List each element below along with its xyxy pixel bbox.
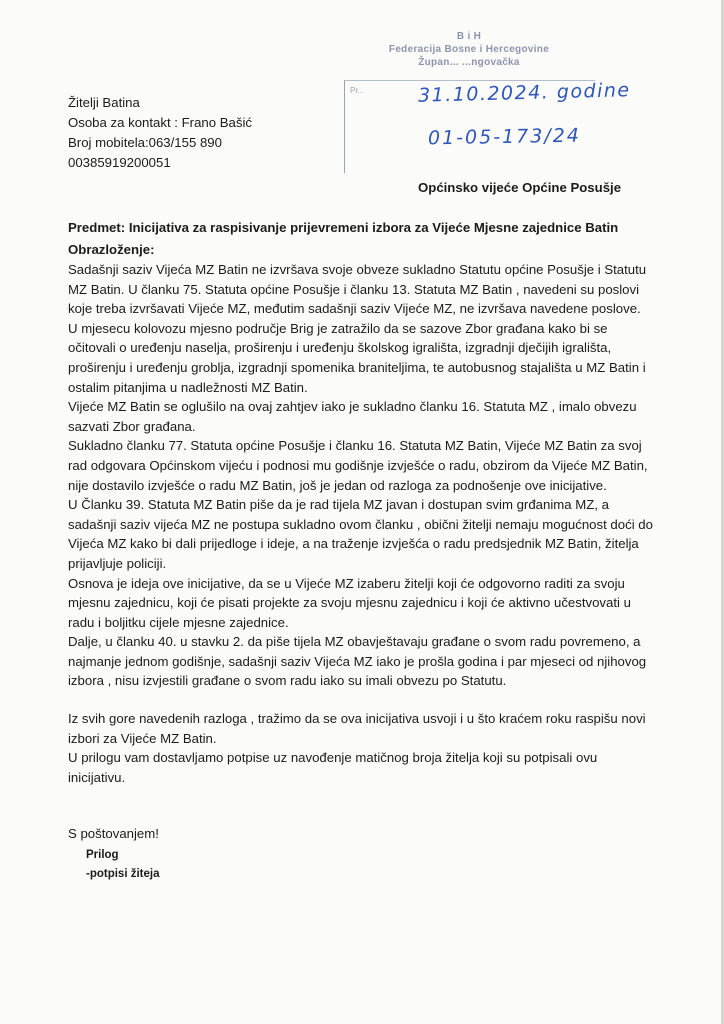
- attachment-block: [86, 846, 159, 884]
- sender-phone: Broj mobitela:063/155 890: [68, 135, 222, 150]
- paragraph: Vijeće MZ Batin se oglušilo na ovaj zahtjev iako je sukladno članku 16. Statuta MZ , imalo obvezu sazvati Zbor građana.: [68, 399, 637, 434]
- paragraph: U mjesecu kolovozu mjesno područje Brig je zatražilo da se sazove Zbor građana kako bi se očitovali o uređenju naselja, proširenju i uređenju školskog igrališta, izgradnji dječijih igrališta, proširenju i uređenju groblja, izgradnji spomenika braniteljima, te autobusnog stajališta u MZ Batin i ostalim pitanjima u nadležnosti MZ Batin.: [68, 320, 646, 395]
- paragraph: Iz svih gore navedenih razloga , tražimo da se ova inicijativa usvoji i u što kraćem roku raspišu novi izbori za Vijeće MZ Batin.: [68, 711, 646, 746]
- paragraph: U prilogu vam dostavljamo potpise uz navođenje matičnog broja žitelja koji su potpisali ovu inicijativu.: [68, 750, 598, 785]
- obrazlozenje-heading: Obrazloženje:: [68, 242, 155, 257]
- paragraph: Osnova je ideja ove inicijative, da se u Vijeće MZ izaberu žitelji koji će odgovorno raditi za svoju mjesnu zajednicu, koji će pisati projekte za svoju mjesnu zajednicu i koji će aktivno učestvovati u radu i boljitku cijele mjesne zajednice.: [68, 575, 631, 630]
- subject-line: Predmet: Inicijativa za raspisivanje prijevremeni izbora za Vijeće Mjesne zajednice Batin: [68, 220, 619, 235]
- paragraph: Dalje, u članku 40. u stavku 2. da piše tijela MZ obavještavaju građane o svom radu povremeno, a najmanje jednom godišnje, sadašnji saziv Vijeća MZ iako je prošla godina i par mjeseci od njihovog izbora , nisu izvjestili građane o svom radu iako su imali obvezu po Statutu.: [68, 634, 647, 689]
- paragraph: U Članku 39. Statuta MZ Batin piše da je rad tijela MZ javan i dostupan svim grđanima MZ, a sadašnji saziv vijeća MZ ne postupa sukladno ovom članku , obični žitelji nemaju mogućnost doći do Vijeća MZ kako bi dali prijedloge i ideje, a na traženje izvješća o radu predsjednik MZ Batin, žitelja prijavljuje policiji.: [68, 497, 653, 571]
- stamp-line-country: B i H: [456, 31, 482, 42]
- stamp-line-federation: Federacija Bosne i Hercegovine: [388, 44, 550, 55]
- handwritten-date: 31.10.2024. godine: [417, 79, 631, 107]
- attachment-label: Prilog: [86, 849, 119, 861]
- stamp-small-text: Pr...: [350, 86, 365, 95]
- sender-contact: Osoba za kontakt : Frano Bašić: [68, 115, 252, 130]
- attachment-item: -potpisi žiteja: [86, 868, 160, 880]
- paragraph: Sadašnji saziv Vijeća MZ Batin ne izvršava svoje obveze sukladno Statutu općine Posušje i Statutu MZ Batin. U članku 75. Statuta općine Posušje i članku 13. Statuta MZ Batin , navedeni su poslovi koje treba izvršavati Vijeće MZ, međutim sadašnji saziv Vijeće MZ, ne izvršava navedene poslove.: [68, 262, 647, 317]
- sender-name: Žitelji Batina: [68, 95, 140, 110]
- closing-greeting: S poštovanjem!: [68, 826, 159, 841]
- paragraph: Sukladno članku 77. Statuta općine Posušje i članku 16. Statuta MZ Batin, Vijeće MZ Batin za svoj rad odgovara Općinskom vijeću i podnosi mu godišnje izvješće o radu, obzirom da Vijeće MZ Batin, nije dostavilo izvješće o radu MZ Batin, još je jedan od razloga za podnošenje ove inicijative.: [68, 438, 648, 493]
- sender-phone-international: 00385919200051: [68, 155, 171, 170]
- sender-block: [68, 93, 252, 173]
- letter-body: [68, 260, 658, 787]
- stamp-line-canton: Župan... ...ngovačka: [418, 57, 520, 68]
- recipient: Općinsko vijeće Općine Posušje: [418, 180, 622, 195]
- handwritten-reference-number: 01-05-173/24: [427, 124, 582, 150]
